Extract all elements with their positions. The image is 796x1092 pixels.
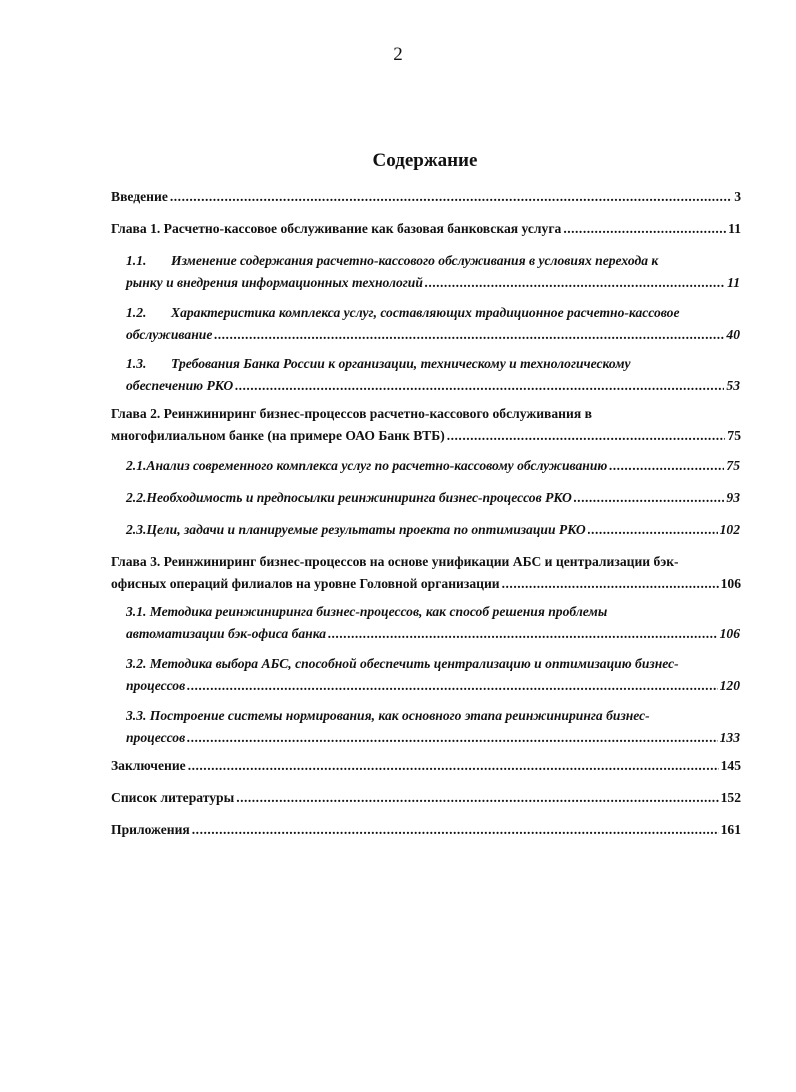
toc-entry-2-1[interactable] bbox=[126, 455, 740, 477]
toc-entry-label: Глава 1. Расчетно-кассовое обслуживание как базовая банковская услуга bbox=[111, 221, 562, 236]
toc-entry-label-line2: рынку и внедрения информационных технологий bbox=[126, 275, 423, 290]
toc-leader bbox=[187, 675, 717, 697]
toc-page-number: 75 bbox=[726, 458, 740, 473]
toc-entry-label: Необходимость и предпосылки реинжиниринга бизнес-процессов РКО bbox=[146, 490, 572, 505]
toc-entry-label: Анализ современного комплекса услуг по расчетно-кассовому обслуживанию bbox=[146, 458, 608, 473]
toc-leader bbox=[192, 819, 719, 841]
toc-entry-2-2[interactable] bbox=[126, 487, 740, 509]
toc-leader bbox=[563, 218, 726, 240]
toc-page-number: 161 bbox=[720, 822, 741, 837]
toc-entry-label-line2: обслуживание bbox=[126, 327, 213, 342]
toc-entry-label: Введение bbox=[111, 189, 168, 204]
toc-entry-number: 2.1. bbox=[126, 458, 147, 473]
toc-leader bbox=[447, 425, 726, 447]
toc-entry-3-2[interactable] bbox=[126, 653, 740, 697]
toc-leader bbox=[170, 186, 732, 208]
toc-page-number: 152 bbox=[720, 790, 741, 805]
toc-entry-3-1[interactable] bbox=[126, 601, 740, 645]
toc-entry-number: 2.2. bbox=[126, 490, 147, 505]
toc-leader bbox=[236, 787, 718, 809]
toc-page-number: 93 bbox=[726, 490, 740, 505]
toc-entry-label-line1: 3.3. Построение системы нормирования, как основного этапа реинжиниринга бизнес- bbox=[126, 708, 650, 723]
toc-entry-label-line2: офисных операций филиалов на уровне Головной организации bbox=[111, 576, 500, 591]
toc-entry-label-line1: Глава 3. Реинжиниринг бизнес-процессов на основе унификации АБС и централизации бэк- bbox=[111, 554, 679, 569]
toc-leader bbox=[588, 519, 718, 541]
toc-entry-chapter-1[interactable] bbox=[111, 218, 741, 240]
toc-entry-label-line1: 3.2. Методика выбора АБС, способной обеспечить централизацию и оптимизацию бизнес- bbox=[126, 656, 679, 671]
toc-entry-2-3[interactable] bbox=[126, 519, 740, 541]
toc-entry-number: 1.3. bbox=[126, 356, 147, 371]
toc-entry-number: 2.3. bbox=[126, 522, 147, 537]
toc-page-number: 120 bbox=[719, 678, 740, 693]
toc-entry-label-line1: 3.1. Методика реинжиниринга бизнес-процессов, как способ решения проблемы bbox=[126, 604, 608, 619]
toc-entry-introduction[interactable] bbox=[111, 186, 741, 208]
toc-entry-1-2[interactable] bbox=[126, 302, 740, 346]
toc-leader bbox=[214, 324, 724, 346]
toc-leader bbox=[235, 375, 724, 397]
toc-leader bbox=[609, 455, 724, 477]
toc-entry-label-line1: Глава 2. Реинжиниринг бизнес-процессов расчетно-кассового обслуживания в bbox=[111, 406, 592, 421]
toc-page-number: 53 bbox=[726, 378, 740, 393]
toc-entry-number: 1.1. bbox=[126, 253, 147, 268]
toc-entry-label-line1: Характеристика комплекса услуг, составляющих традиционное расчетно-кассовое bbox=[171, 305, 680, 320]
toc-entry-appendices[interactable] bbox=[111, 819, 741, 841]
toc-leader bbox=[425, 272, 725, 294]
toc-entry-label-line2: многофилиальном банке (на примере ОАО Банк ВТБ) bbox=[111, 428, 445, 443]
toc-entry-label-line2: автоматизации бэк-офиса банка bbox=[126, 626, 327, 641]
toc-entry-chapter-2[interactable] bbox=[111, 403, 741, 447]
toc-page-number: 106 bbox=[719, 626, 740, 641]
toc-entry-label-line2: обеспечению РКО bbox=[126, 378, 234, 393]
toc-entry-label: Список литературы bbox=[111, 790, 235, 805]
toc-entry-label: Заключение bbox=[111, 758, 186, 773]
toc-leader bbox=[502, 573, 719, 595]
toc-entry-1-1[interactable] bbox=[126, 250, 740, 294]
toc-page-number: 106 bbox=[720, 576, 741, 591]
toc-leader bbox=[574, 487, 725, 509]
toc-entry-label-line1: Требования Банка России к организации, техническому и технологическому bbox=[171, 356, 631, 371]
toc-entry-number: 1.2. bbox=[126, 305, 147, 320]
toc-entry-conclusion[interactable] bbox=[111, 755, 741, 777]
toc-leader bbox=[187, 727, 717, 749]
toc-entry-3-3[interactable] bbox=[126, 705, 740, 749]
toc-entry-1-3[interactable] bbox=[126, 353, 740, 397]
toc-page-number: 3 bbox=[734, 189, 741, 204]
toc-entry-label: Цели, задачи и планируемые результаты проекта по оптимизации РКО bbox=[146, 522, 586, 537]
toc-leader bbox=[328, 623, 718, 645]
toc-page-number: 75 bbox=[727, 428, 741, 443]
toc-leader bbox=[188, 755, 719, 777]
toc-entry-chapter-3[interactable] bbox=[111, 551, 741, 595]
page-number: 2 bbox=[393, 44, 403, 65]
toc-title: Содержание bbox=[372, 150, 478, 171]
toc-entry-label-line1: Изменение содержания расчетно-кассового обслуживания в условиях перехода к bbox=[171, 253, 659, 268]
toc-entry-label: Приложения bbox=[111, 822, 190, 837]
toc-page-number: 102 bbox=[719, 522, 740, 537]
toc-entry-bibliography[interactable] bbox=[111, 787, 741, 809]
toc-entry-label-line2: процессов bbox=[126, 678, 186, 693]
toc-entry-label-line2: процессов bbox=[126, 730, 186, 745]
toc-page-number: 133 bbox=[719, 730, 740, 745]
toc-page-number: 145 bbox=[720, 758, 741, 773]
toc-page-number: 11 bbox=[728, 221, 741, 236]
toc-page-number: 11 bbox=[727, 275, 740, 290]
toc-page-number: 40 bbox=[726, 327, 740, 342]
